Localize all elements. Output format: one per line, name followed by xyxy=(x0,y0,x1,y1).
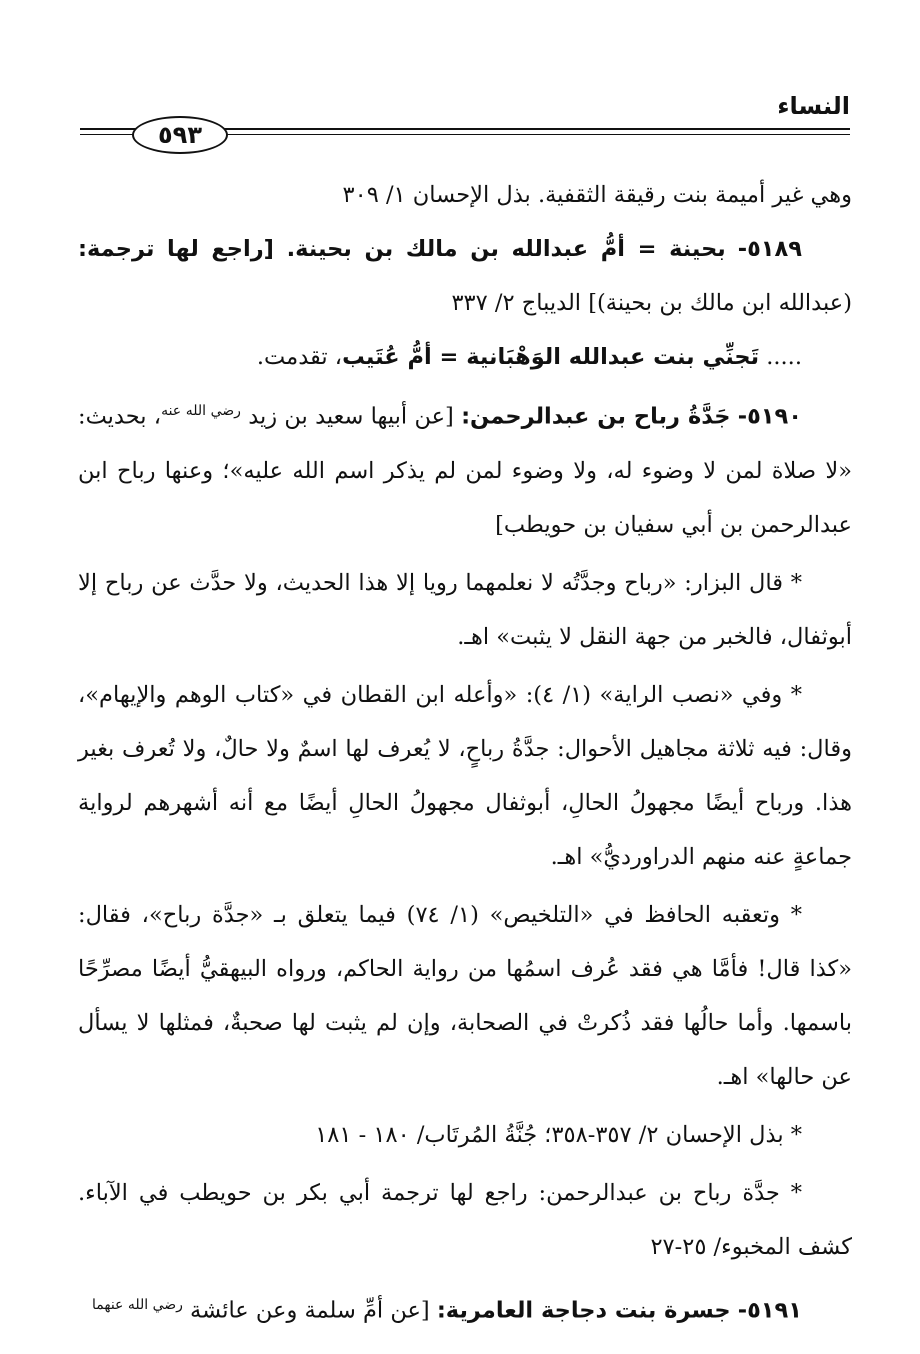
honorific-glyph: رضي الله عنه xyxy=(161,403,241,419)
entry-heading: بحينة = أمُّ عبدالله بن مالك بن بحينة. [راجع لها ترجمة: xyxy=(78,236,726,262)
cross-reference-heading: تَجنِّي بنت عبدالله الوَهْبَانية = أمُّ عُتَيب xyxy=(342,344,760,370)
cross-reference-text: ، تقدمت. xyxy=(256,344,343,370)
note-talkhis: * وتعقبه الحافظ في «التلخيص» (١/ ٧٤) فيما يتعلق بـ «جدَّة رباح»، فقال: «كذا قال! فأمَّا هي فقد عُرف اسمُها من رواية الحاكم، ورواه البيهقيُّ أيضًا مصرِّحًا باسمها. وأما حالُها فقد ذُكرتْ في الصحابة، وإن لم يثبت لها صحبةٌ، فمثلها لا يسأل عن حالها» اهـ. xyxy=(78,901,852,1090)
paragraph-continuation: وهي غير أميمة بنت رقيقة الثقفية. بذل الإحسان ١/ ٣٠٩ xyxy=(342,182,852,208)
entry-number: ٥١٩٠- xyxy=(737,403,802,430)
entry-text: ، بحديث: «لا صلاة لمن لا وضوء له، ولا وضوء لمن لم يذكر اسم الله عليه»؛ وعنها رباح ابن عبدالرحمن بن أبي سفيان بن حويطب] xyxy=(78,403,852,538)
entry-5189 xyxy=(78,222,852,330)
entry-text: [عن أمِّ سلمة وعن عائشة xyxy=(182,1297,437,1323)
note-bazzar: * قال البزار: «رباح وجدَّتُه لا نعلمهما رويا إلا هذا الحديث، ولا حدَّث عن رباح إلا أبوثفال، فالخبر من جهة النقل لا يثبت» اهـ. xyxy=(78,569,852,650)
ellipsis-marker: ..... xyxy=(759,344,802,370)
entry-5190 xyxy=(78,384,852,552)
note-cross-reference: * جدَّة رباح بن عبدالرحمن: راجع لها ترجمة أبي بكر بن حويطب في الآباء. كشف المخبوء/ ٢٥-٢٧ xyxy=(78,1179,852,1260)
honorific-glyph: رضي الله عنهما xyxy=(92,1296,183,1313)
entry-number: ٥١٨٩- xyxy=(737,236,802,262)
entry-heading: جسرة بنت دجاجة العامرية: xyxy=(436,1297,731,1323)
entry-text: (عبدالله ابن مالك بن بحينة)] الديباج ٢/ ٣٣٧ xyxy=(451,290,852,316)
entry-heading: جَدَّةُ رباح بن عبدالرحمن: xyxy=(461,403,731,430)
running-head: النساء xyxy=(777,92,850,120)
entry-number: ٥١٩١- xyxy=(737,1297,802,1323)
note-nasb-al-raya: * وفي «نصب الراية» (١/ ٤): «وأعله ابن القطان في «كتاب الوهم والإيهام»، وقال: فيه ثلاثة مجاهيل الأحوال: جدَّةُ رباحٍ، لا يُعرف لها اسمٌ ولا حالٌ، ولا تُعرف بغير هذا. ورباح أيضًا مجهولُ الحالِ، أبوثفال مجهولُ الحالِ أيضًا مع أنه أشهرهم لرواية جماعةٍ عنه منهم الدراورديُّ» اهـ. xyxy=(78,681,852,870)
page-content xyxy=(78,168,852,1337)
entry-5191 xyxy=(78,1278,852,1338)
entry-text: [عن أبيها سعيد بن زيد xyxy=(240,403,462,430)
page-number: ٥٩٣ xyxy=(132,116,228,154)
cross-reference-entry xyxy=(78,330,852,384)
note-sources: * بذل الإحسان ٢/ ٣٥٧-٣٥٨؛ جُنَّةُ المُرتَاب/ ١٨٠ - ١٨١ xyxy=(315,1121,802,1148)
